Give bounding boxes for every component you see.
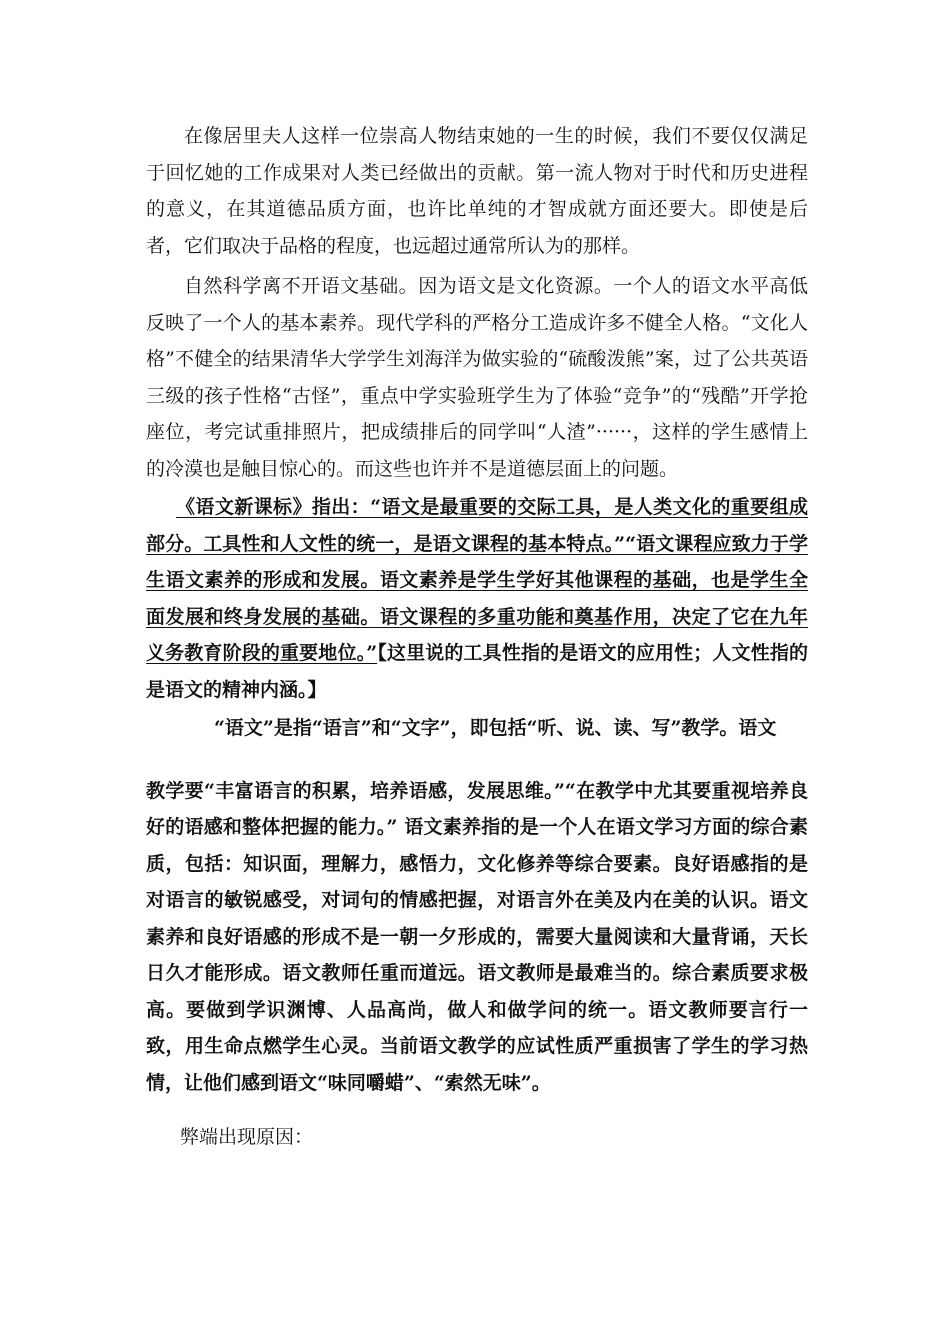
curriculum-quote-underlined: 《语文新课标》指出：“语文是最重要的交际工具，是人类文化的重要组成部分。工具性和人文性的统一，是语文课程的基本特点。”“语文课程应致力于学生语文素养的形成和发展。语文素养是学生学好其他课程的基础，也是学生全面发展和终身发展的基础。语文课程的多重功能和奠基作用，决定了它在九年义务教育阶段的重要地位。” [146, 496, 808, 664]
document-page [146, 118, 808, 1156]
paragraph-natural-science: 自然科学离不开语文基础。因为语文是文化资源。一个人的语文水平高低反映了一个人的基本素养。现代学科的严格分工造成许多不健全人格。“文化人格”不健全的结果清华大学学生刘海洋为做实验的“硫酸泼熊”案，过了公共英语三级的孩子性格“古怪”，重点中学实验班学生为了体验“竞争”的“残酷”开学抢座位，考完试重排照片，把成绩排后的同学叫“人渣”······，这样的学生感情上的冷漠也是触目惊心的。而这些也许并不是道德层面上的问题。 [146, 275, 808, 480]
paragraph-causes-heading: 弊端出现原因： [180, 1126, 314, 1148]
paragraph-yuwen-definition-first-line: “语文”是指“语言”和“文字”，即包括“听、说、读、写”教学。语文 [214, 717, 777, 739]
paragraph-curie: 在像居里夫人这样一位崇高人物结束她的一生的时候，我们不要仅仅满足于回忆她的工作成果对人类已经做出的贡献。第一流人物对于时代和历史进程的意义，在其道德品质方面，也许比单纯的才智成就方面还要大。即使是后者，它们取决于品格的程度，也远超过通常所认为的那样。 [146, 125, 808, 257]
paragraph-yuwen-definition: 教学要“丰富语言的积累，培养语感，发展思维。”“在教学中尤其要重视培养良好的语感和整体把握的能力。” 语文素养指的是一个人在语文学习方面的综合素质，包括：知识面，理解力，感悟力，文化修养等综合要素。良好语感指的是对语言的敏锐感受，对词句的情感把握，对语言外在美及内在美的认识。语文素养和良好语感的形成不是一朝一夕形成的，需要大量阅读和大量背诵，天长日久才能形成。语文教师任重而道远。语文教师是最难当的。综合素质要求极高。要做到学识渊博、人品高尚，做人和做学问的统一。语文教师要言行一致，用生命点燃学生心灵。当前语文教学的应试性质严重损害了学生的学习热情，让他们感到语文“味同嚼蜡”、“索然无味”。 [146, 779, 808, 1094]
curriculum-note: 【这里说的工具性指的是语文的应用性；人文性指的是语文的精神内涵。】 [146, 642, 808, 701]
paragraph-curriculum-standard [146, 489, 808, 708]
